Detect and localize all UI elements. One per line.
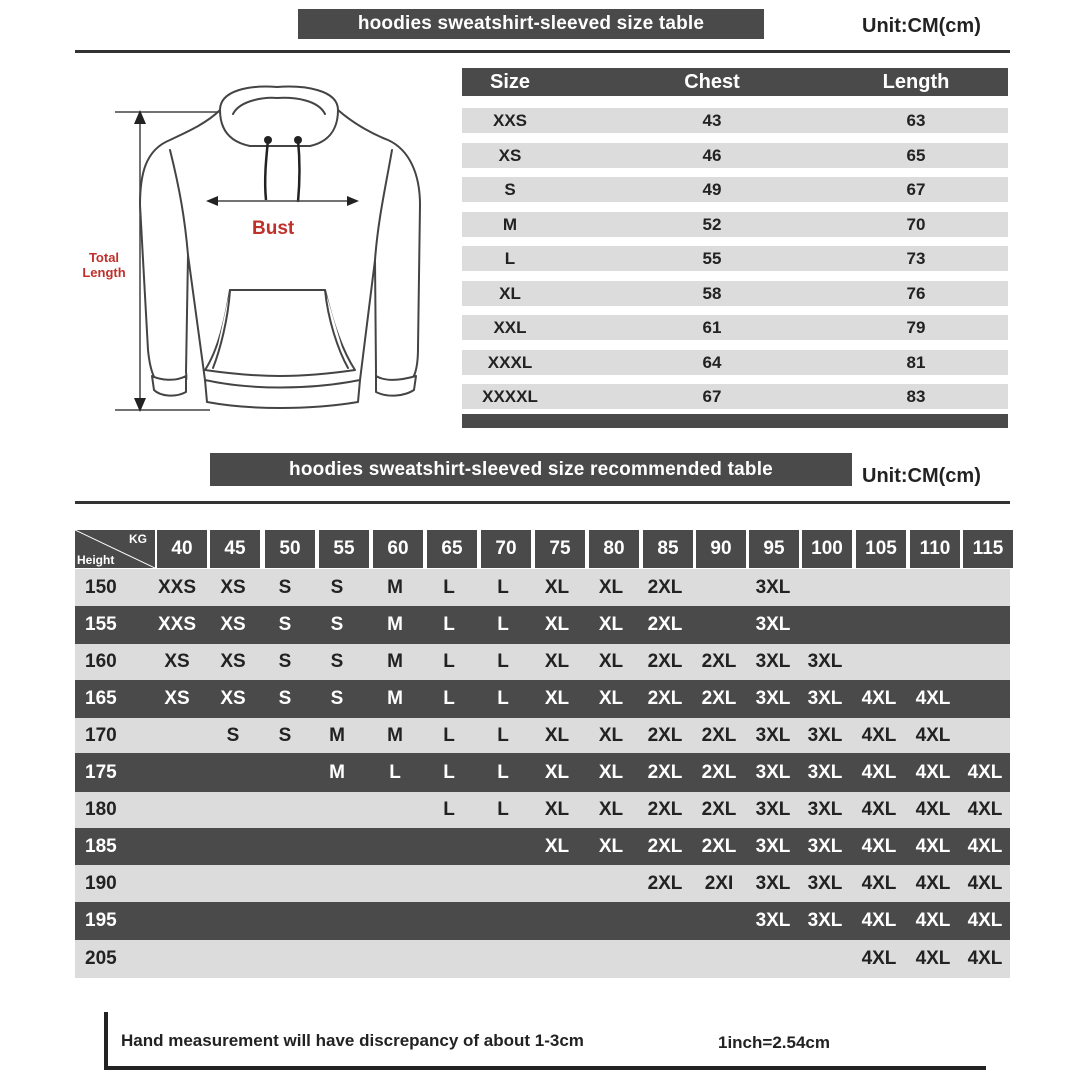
size-recommendation-cell: 4XL <box>967 910 1003 931</box>
weight-header-cell: 55 <box>319 530 369 568</box>
height-cell: 150 <box>85 577 117 598</box>
size-recommendation-cell: L <box>389 762 401 783</box>
size-recommendation-cell: 4XL <box>967 799 1003 820</box>
measurement-note: Hand measurement will have discrepancy of about 1-3cm <box>121 1031 584 1050</box>
chest-cell: 64 <box>702 352 722 372</box>
height-cell: 170 <box>85 725 117 746</box>
chest-cell: 49 <box>702 180 722 199</box>
size-table-row <box>462 177 1008 202</box>
size-recommendation-cell: 4XL <box>915 725 951 746</box>
height-cell: 155 <box>85 614 117 635</box>
table-row <box>75 828 1010 865</box>
size-recommendation-cell: 3XL <box>807 688 843 709</box>
size-recommendation-cell: 4XL <box>915 799 951 820</box>
size-recommendation-cell: 2XL <box>647 688 683 709</box>
table-row <box>75 792 1010 828</box>
size-recommendation-cell: L <box>497 577 509 598</box>
weight-header-cell: 75 <box>535 530 585 568</box>
size-recommendation-cell: S <box>278 651 292 672</box>
recommended-size-table <box>75 530 1010 978</box>
weight-header-cell: 65 <box>427 530 477 568</box>
size-table-row <box>462 246 1008 271</box>
length-cell: 79 <box>906 318 926 337</box>
size-recommendation-cell: 2XL <box>647 873 683 894</box>
size-recommendation-cell: 4XL <box>861 725 897 746</box>
size-recommendation-cell: M <box>387 614 403 635</box>
length-cell: 63 <box>906 111 926 130</box>
length-cell: 83 <box>906 387 926 406</box>
chest-cell: 43 <box>702 111 722 130</box>
weight-header-cell: 105 <box>856 530 906 568</box>
table-row <box>75 753 1010 792</box>
height-cell: 180 <box>85 799 117 820</box>
size-recommendation-cell: L <box>443 688 455 709</box>
size-recommendation-cell: M <box>387 651 403 672</box>
size-recommendation-cell: S <box>330 651 344 672</box>
size-recommendation-cell: M <box>329 762 345 783</box>
size-recommendation-cell: XS <box>220 651 246 672</box>
chest-cell: 55 <box>702 249 722 268</box>
size-recommendation-cell: 3XL <box>755 762 791 783</box>
size-recommendation-cell: XL <box>598 725 624 746</box>
size-recommendation-cell: 3XL <box>807 799 843 820</box>
size-recommendation-cell: L <box>443 725 455 746</box>
size-table-row <box>462 350 1008 375</box>
size-recommendation-cell: 2XL <box>647 799 683 820</box>
size-table-header <box>462 68 1008 96</box>
size-recommendation-cell: S <box>278 725 292 746</box>
size-recommendation-cell: XL <box>544 762 570 783</box>
size-table-unit: Unit:CM(cm) <box>862 15 981 37</box>
size-recommendation-cell: 2XL <box>701 725 737 746</box>
size-table-row <box>462 143 1008 168</box>
corner-kg-label: KG <box>129 532 147 546</box>
size-recommendation-cell: 3XL <box>755 614 791 635</box>
size-recommendation-cell: S <box>226 725 240 746</box>
size-recommendation-cell: 4XL <box>861 836 897 857</box>
size-cell: L <box>504 249 516 268</box>
table-row <box>75 680 1010 718</box>
size-cell: XXS <box>492 111 528 130</box>
table-row <box>75 940 1010 978</box>
size-table-row <box>462 108 1008 133</box>
total-label-line1: Total <box>88 250 120 265</box>
size-recommendation-cell: XL <box>598 762 624 783</box>
size-recommendation-cell: S <box>330 614 344 635</box>
size-recommendation-cell: 3XL <box>807 762 843 783</box>
size-recommendation-cell: S <box>330 688 344 709</box>
size-cell: XXXXL <box>482 387 538 406</box>
weight-header-cell: 45 <box>210 530 260 568</box>
size-recommendation-cell: 4XL <box>861 799 897 820</box>
corner-height-label: Height <box>77 553 115 567</box>
chest-cell: 46 <box>702 145 722 165</box>
inch-conversion: 1inch=2.54cm <box>718 1033 830 1052</box>
size-recommendation-cell: L <box>497 688 509 709</box>
chest-cell: 67 <box>702 387 722 406</box>
size-recommendation-cell: 2XL <box>701 762 737 783</box>
size-recommendation-cell: 4XL <box>967 762 1003 783</box>
size-recommendation-cell: S <box>278 614 292 635</box>
size-table-row <box>462 384 1008 409</box>
size-table-title: hoodies sweatshirt-sleeved size table <box>298 9 764 39</box>
size-recommendation-cell: 3XL <box>755 873 791 894</box>
size-cell: M <box>502 214 518 234</box>
length-cell: 73 <box>906 249 926 268</box>
size-recommendation-cell: S <box>278 688 292 709</box>
length-cell: 81 <box>906 352 926 372</box>
size-recommendation-cell: 3XL <box>807 873 843 894</box>
size-recommendation-cell: 4XL <box>861 762 897 783</box>
size-recommendation-cell: L <box>443 577 455 598</box>
size-recommendation-cell: L <box>443 651 455 672</box>
bust-label: Bust <box>252 218 295 239</box>
length-cell: 67 <box>906 180 926 199</box>
size-recommendation-cell: 3XL <box>755 910 791 931</box>
height-cell: 165 <box>85 688 117 709</box>
height-cell: 195 <box>85 910 117 931</box>
table-corner-cell <box>75 530 155 568</box>
size-recommendation-cell: 2XL <box>647 836 683 857</box>
size-recommendation-cell: 4XL <box>915 910 951 931</box>
size-recommendation-cell: 2XL <box>701 688 737 709</box>
size-recommendation-cell: XL <box>544 799 570 820</box>
size-recommendation-cell: XL <box>544 836 570 857</box>
size-recommendation-cell: XS <box>164 688 190 709</box>
size-recommendation-cell: 3XL <box>755 836 791 857</box>
table-row <box>75 569 1010 606</box>
size-recommendation-cell: 4XL <box>861 873 897 894</box>
size-recommendation-cell: XL <box>544 614 570 635</box>
size-recommendation-cell: 2XL <box>647 577 683 598</box>
table-row <box>75 606 1010 644</box>
size-recommendation-cell: 2XL <box>701 651 737 672</box>
size-recommendation-cell: 2XL <box>701 836 737 857</box>
weight-header-cell: 95 <box>749 530 799 568</box>
top-divider <box>75 50 1010 53</box>
size-recommendation-cell: S <box>278 577 292 598</box>
size-recommendation-cell: 4XL <box>915 948 951 969</box>
size-recommendation-cell: L <box>443 762 455 783</box>
size-recommendation-cell: XS <box>164 651 190 672</box>
size-table-footer-bar <box>462 414 1008 428</box>
size-recommendation-cell: 3XL <box>755 725 791 746</box>
size-recommendation-cell: 2XL <box>647 614 683 635</box>
size-recommendation-cell: XL <box>598 799 624 820</box>
height-cell: 185 <box>85 836 117 857</box>
size-recommendation-cell: M <box>387 725 403 746</box>
size-recommendation-cell: XL <box>598 614 624 635</box>
size-table-row <box>462 315 1008 340</box>
size-recommendation-cell: L <box>497 762 509 783</box>
header-length: Length <box>882 71 950 93</box>
size-recommendation-cell: 4XL <box>915 836 951 857</box>
total-length-label <box>76 250 132 280</box>
size-recommendation-cell: 4XL <box>915 762 951 783</box>
weight-header-cell: 100 <box>802 530 852 568</box>
table-row <box>75 865 1010 902</box>
size-recommendation-cell: 3XL <box>755 651 791 672</box>
size-recommendation-cell: L <box>497 614 509 635</box>
weight-header-cell: 60 <box>373 530 423 568</box>
size-recommendation-cell: XL <box>598 688 624 709</box>
chest-cell: 52 <box>702 214 722 234</box>
size-recommendation-cell: 3XL <box>807 725 843 746</box>
recommended-table-title: hoodies sweatshirt-sleeved size recommended table <box>210 453 852 486</box>
size-recommendation-cell: S <box>330 577 344 598</box>
size-recommendation-cell: M <box>387 577 403 598</box>
size-recommendation-cell: 2XL <box>647 725 683 746</box>
recommended-table-header <box>75 530 1010 568</box>
length-cell: 65 <box>906 145 926 165</box>
weight-header-cell: 80 <box>589 530 639 568</box>
table-row <box>75 718 1010 753</box>
length-cell: 76 <box>906 283 926 303</box>
size-table-row <box>462 212 1008 237</box>
height-cell: 175 <box>85 762 117 783</box>
size-recommendation-cell: 2XL <box>701 799 737 820</box>
size-table-row <box>462 281 1008 306</box>
weight-header-cell: 50 <box>265 530 315 568</box>
size-recommendation-cell: 4XL <box>967 948 1003 969</box>
total-label-line2: Length <box>82 265 126 280</box>
weight-header-cell: 70 <box>481 530 531 568</box>
size-recommendation-cell: XL <box>598 651 624 672</box>
size-recommendation-cell: 3XL <box>807 910 843 931</box>
size-recommendation-cell: 4XL <box>861 688 897 709</box>
size-recommendation-cell: XL <box>598 577 624 598</box>
height-cell: 190 <box>85 873 117 894</box>
size-recommendation-cell: 4XL <box>967 836 1003 857</box>
size-recommendation-cell: 4XL <box>861 948 897 969</box>
size-cell: XL <box>499 283 521 303</box>
size-recommendation-cell: 2XL <box>647 762 683 783</box>
header-chest: Chest <box>684 71 740 93</box>
size-recommendation-cell: L <box>497 651 509 672</box>
chest-cell: 61 <box>702 318 722 337</box>
size-recommendation-cell: 2XL <box>647 651 683 672</box>
size-recommendation-cell: 3XL <box>755 577 791 598</box>
size-cell: XS <box>498 145 522 165</box>
table-row <box>75 902 1010 940</box>
size-recommendation-cell: XS <box>220 688 246 709</box>
size-recommendation-cell: XL <box>544 725 570 746</box>
size-recommendation-cell: XL <box>598 836 624 857</box>
header-size: Size <box>489 71 531 93</box>
weight-header-cell: 110 <box>910 530 960 568</box>
size-recommendation-cell: 3XL <box>807 836 843 857</box>
size-recommendation-cell: 3XL <box>755 799 791 820</box>
length-cell: 70 <box>906 214 926 234</box>
table-row <box>75 644 1010 680</box>
size-recommendation-cell: L <box>497 725 509 746</box>
size-recommendation-cell: XS <box>220 577 246 598</box>
weight-header-cell: 40 <box>157 530 207 568</box>
footer-bracket-vertical <box>104 1012 108 1070</box>
chest-cell: 58 <box>702 283 722 303</box>
recommended-table-unit: Unit:CM(cm) <box>862 465 981 487</box>
size-recommendation-cell: XL <box>544 651 570 672</box>
size-cell: S <box>504 180 516 199</box>
size-recommendation-cell: L <box>443 799 455 820</box>
weight-header-cell: 85 <box>643 530 693 568</box>
size-recommendation-cell: XL <box>544 688 570 709</box>
size-recommendation-cell: 3XL <box>755 688 791 709</box>
size-recommendation-cell: 2XI <box>704 873 734 894</box>
size-recommendation-cell: XL <box>544 577 570 598</box>
size-recommendation-cell: 4XL <box>915 688 951 709</box>
height-cell: 160 <box>85 651 117 672</box>
size-recommendation-cell: 4XL <box>915 873 951 894</box>
size-recommendation-cell: XS <box>220 614 246 635</box>
size-recommendation-cell: M <box>329 725 345 746</box>
size-recommendation-cell: XXS <box>157 614 197 635</box>
size-recommendation-cell: 3XL <box>807 651 843 672</box>
footer-bracket-horizontal <box>104 1066 986 1070</box>
middle-divider <box>75 501 1010 504</box>
size-recommendation-cell: 4XL <box>861 910 897 931</box>
size-recommendation-cell: 4XL <box>967 873 1003 894</box>
size-cell: XXL <box>493 318 527 337</box>
height-cell: 205 <box>85 948 117 969</box>
size-recommendation-cell: XXS <box>157 577 197 598</box>
size-cell: XXXL <box>487 352 533 372</box>
weight-header-cell: 90 <box>696 530 746 568</box>
weight-header-cell: 115 <box>963 530 1013 568</box>
size-recommendation-cell: L <box>443 614 455 635</box>
size-recommendation-cell: L <box>497 799 509 820</box>
size-recommendation-cell: M <box>387 688 403 709</box>
